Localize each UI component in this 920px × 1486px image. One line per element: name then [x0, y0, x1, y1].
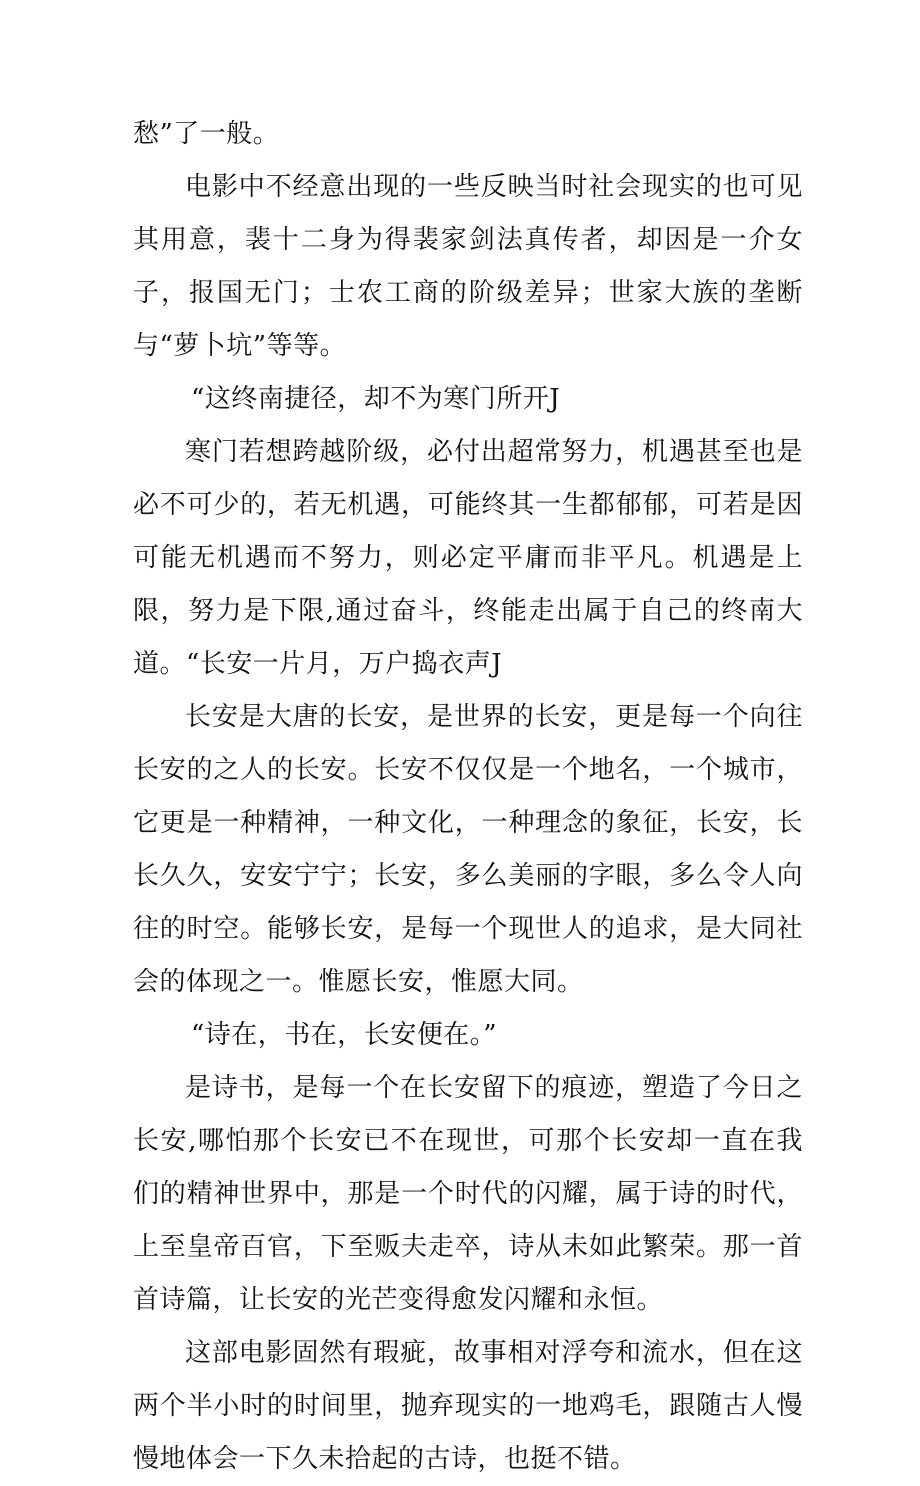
paragraph-continuation: 愁”了一般。 — [133, 119, 280, 149]
paragraph-poetry-era: 是诗书，是每一个在长安留下的痕迹，塑造了今日之长安,哪怕那个长安已不在现世，可那个长安却一直在我们的精神世界中，那是一个时代的闪耀，属于诗的时代，上至皇帝百官，下至贩夫走卒，诗从未如此繁荣。那一首首诗篇，让长安的光芒变得愈发闪耀和永恒。 — [133, 1073, 803, 1315]
paragraph-changan-spirit: 长安是大唐的长安，是世界的长安，更是每一个向往长安的之人的长安。长安不仅仅是一个地名，一个城市，它更是一种精神，一种文化，一种理念的象征，长安，长长久久，安安宁宁；长安，多么美丽的字眼，多么令人向往的时空。能够长安，是每一个现世人的追求，是大同社会的体现之一。惟愿长安，惟愿大同。 — [133, 702, 803, 997]
paragraph-conclusion: 这部电影固然有瑕疵，故事相对浮夸和流水，但在这两个半小时的时间里，抛弃现实的一地鸡毛，跟随古人慢慢地体会一下久未拾起的古诗，也挺不错。 — [133, 1338, 803, 1474]
paragraph-class-mobility: 寒门若想跨越阶级，必付出超常努力，机遇甚至也是必不可少的，若无机遇，可能终其一生都郁郁，可若是因可能无机遇而不努力，则必定平庸而非平凡。机遇是上限，努力是下限,通过奋斗，终能走出属于自己的终南大道。“长安一片月，万户捣衣声J — [133, 437, 803, 679]
quote-poetry-changan: “诗在，书在，长安便在。” — [191, 1020, 498, 1050]
paragraph-social-reality: 电影中不经意出现的一些反映当时社会现实的也可见其用意，裴十二身为得裴家剑法真传者，却因是一介女子，报国无门；士农工商的阶级差异；世家大族的垄断与“萝卜坑”等等。 — [133, 172, 803, 361]
quote-zhongnan-shortcut: “这终南捷径，却不为寒门所开J — [191, 384, 561, 414]
document-body — [133, 108, 803, 1486]
